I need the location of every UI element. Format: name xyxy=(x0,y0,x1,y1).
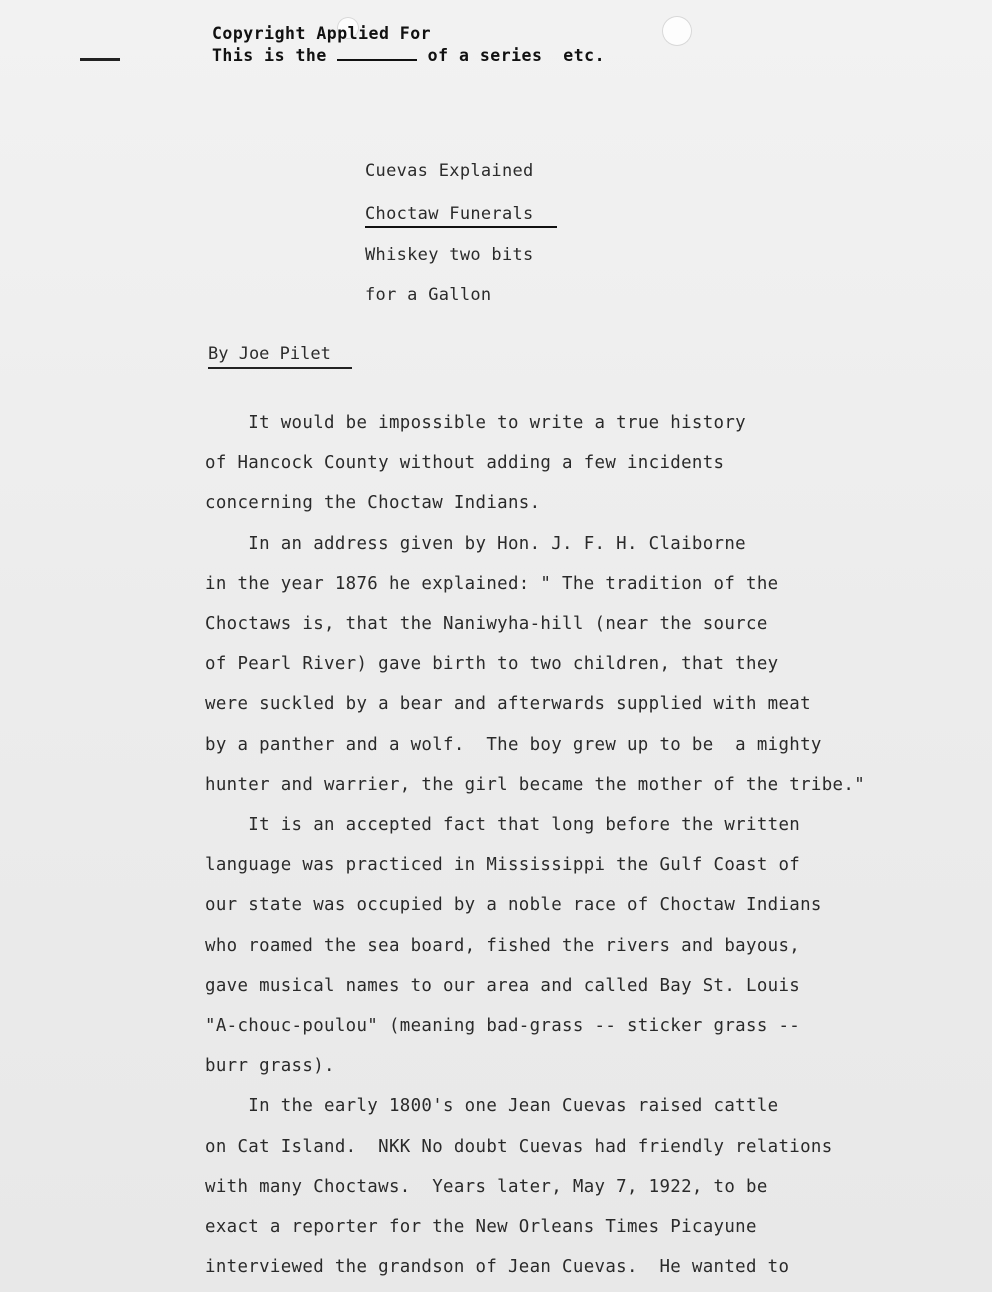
punch-hole-right xyxy=(662,16,692,46)
body-line: hunter and warrier, the girl became the mother of the tribe." xyxy=(205,774,866,795)
title-line-4: for a Gallon xyxy=(365,285,492,305)
body-line: language was practiced in Mississippi the Gulf Coast of xyxy=(205,855,801,876)
body-line: gave musical names to our area and called Bay St. Louis xyxy=(205,975,801,996)
series-notice xyxy=(212,46,605,65)
body-line: on Cat Island. NKK No doubt Cuevas had friendly relations xyxy=(205,1136,833,1157)
body-line: of Hancock County without adding a few incidents xyxy=(205,453,725,474)
body-line: It would be impossible to write a true history xyxy=(205,413,747,433)
body-line: In an address given by Hon. J. F. H. Claiborne xyxy=(205,533,747,554)
title-underline xyxy=(365,226,557,228)
body-line: burr grass). xyxy=(205,1056,335,1077)
body-line: concerning the Choctaw Indians. xyxy=(205,493,541,514)
title-line-3: Whiskey two bits xyxy=(365,245,534,265)
author-byline: By Joe Pilet xyxy=(208,344,331,364)
title-line-1: Cuevas Explained xyxy=(365,161,534,181)
body-line: It is an accepted fact that long before the written xyxy=(205,815,801,835)
body-line: with many Choctaws. Years later, May 7, 1922, to be xyxy=(205,1176,768,1197)
series-notice-pre: This is the xyxy=(212,46,327,65)
body-line: our state was occupied by a noble race of Choctaw Indians xyxy=(205,895,822,916)
series-number-blank xyxy=(337,47,417,61)
title-line-2: Choctaw Funerals xyxy=(365,204,534,224)
body-line: "A-chouc-poulou" (meaning bad-grass -- sticker grass -- xyxy=(205,1016,801,1036)
copyright-notice: Copyright Applied For xyxy=(212,24,432,43)
body-line: In the early 1800's one Jean Cuevas raised cattle xyxy=(205,1096,779,1117)
body-line: of Pearl River) gave birth to two children, that they xyxy=(205,654,779,675)
body-line: in the year 1876 he explained: " The tradition of the xyxy=(205,573,779,594)
body-line: exact a reporter for the New Orleans Times Picayune xyxy=(205,1217,757,1237)
body-line: Choctaws is, that the Naniwyha-hill (near the source xyxy=(205,614,768,634)
margin-dash-mark xyxy=(80,58,120,61)
series-notice-post: of a series etc. xyxy=(427,46,606,65)
body-line: were suckled by a bear and afterwards supplied with meat xyxy=(205,694,811,715)
body-line: who roamed the sea board, fished the rivers and bayous, xyxy=(205,935,801,956)
body-line: by a panther and a wolf. The boy grew up to be a mighty xyxy=(205,734,822,755)
body-line: interviewed the grandson of Jean Cuevas. He wanted to xyxy=(205,1257,790,1278)
byline-underline xyxy=(208,367,352,369)
